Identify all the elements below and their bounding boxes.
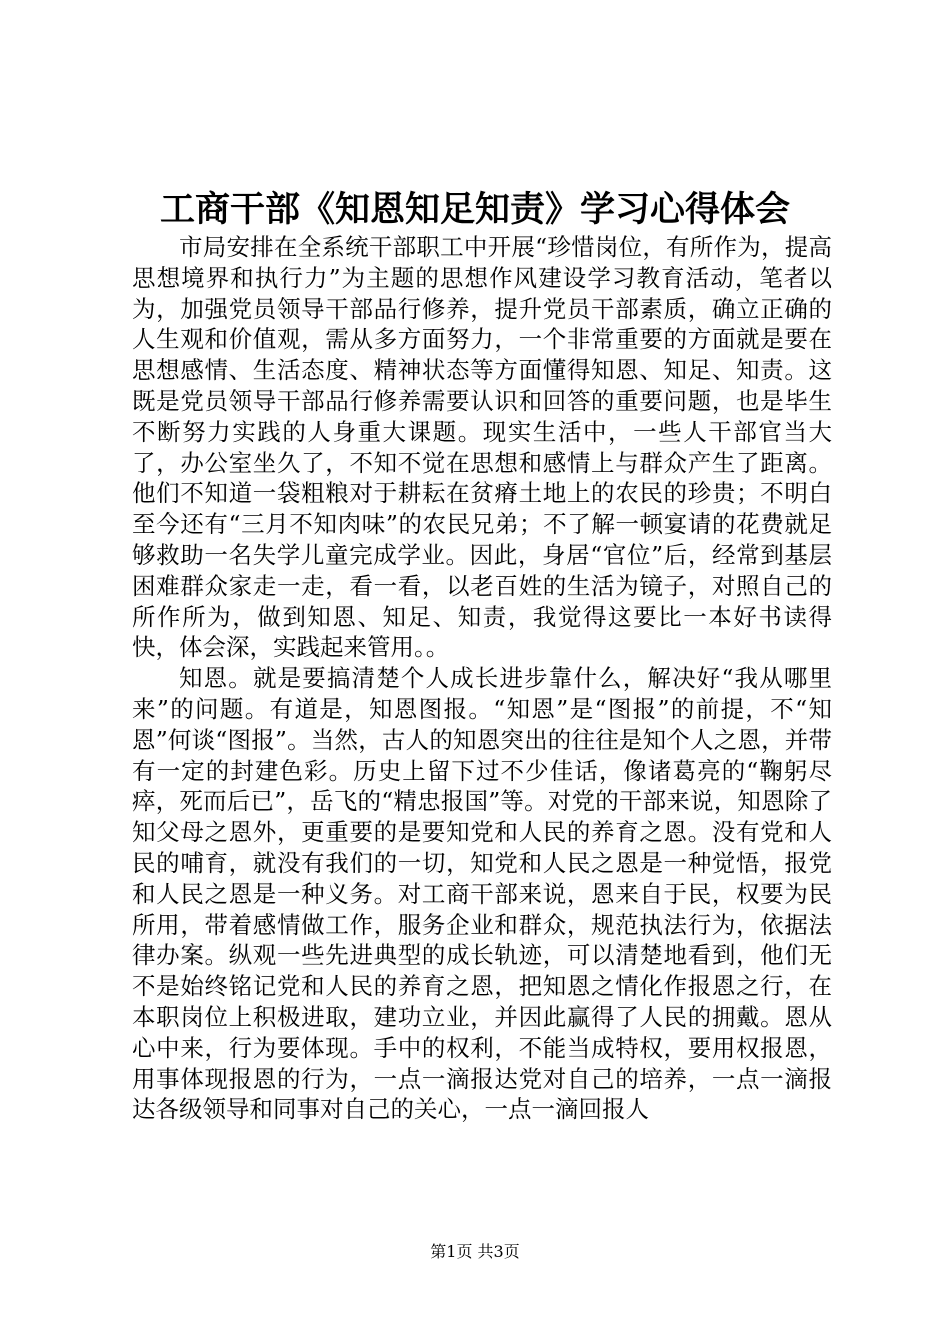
page-title: 工商干部《知恩知足知责》学习心得体会: [159, 189, 790, 230]
document-body: [132, 232, 832, 1125]
paragraph-zhien: 知恩。就是要搞清楚个人成长进步靠什么，解决好“我从哪里来”的问题。有道是，知恩图报。“知恩”是“图报”的前提，不“知恩”何谈“图报”。当然，古人的知恩突出的往往是知个人之恩，并带有一定的封建色彩。历史上留下过不少佳话，像诸葛亮的“鞠躬尽瘁，死而后已”，岳飞的“精忠报国”等。对党的干部来说，知恩除了知父母之恩外，更重要的是要知党和人民的养育之恩。没有党和人民的哺育，就没有我们的一切，知党和人民之恩是一种觉悟，报党和人民之恩是一种义务。对工商干部来说，恩来自于民，权要为民所用，带着感情做工作，服务企业和群众，规范执法行为，依据法律办案。纵观一些先进典型的成长轨迹，可以清楚地看到，他们无不是始终铭记党和人民的养育之恩，把知恩之情化作报恩之行，在本职岗位上积极进取，建功立业，并因此赢得了人民的拥戴。恩从心中来，行为要体现。手中的权利，不能当成特权，要用权报恩，用事体现报恩的行为，一点一滴报达党对自己的培养，一点一滴报达各级领导和同事对自己的关心，一点一滴回报人: [132, 664, 832, 1124]
paragraph-intro: 市局安排在全系统干部职工中开展“珍惜岗位，有所作为，提高思想境界和执行力”为主题的思想作风建设学习教育活动，笔者以为，加强党员领导干部品行修养，提升党员干部素质，确立正确的人生观和价值观，需从多方面努力，一个非常重要的方面就是要在思想感情、生活态度、精神状态等方面懂得知恩、知足、知责。这既是党员领导干部品行修养需要认识和回答的重要问题，也是毕生不断努力实践的人身重大课题。现实生活中，一些人干部官当大了，办公室坐久了，不知不觉在思想和感情上与群众产生了距离。他们不知道一袋粗粮对于耕耘在贫瘠土地上的农民的珍贵；不明白至今还有“三月不知肉味”的农民兄弟；不了解一顿宴请的花费就足够救助一名失学儿童完成学业。因此，身居“官位”后，经常到基层困难群众家走一走，看一看，以老百姓的生活为镜子，对照自己的所作所为，做到知恩、知足、知责，我觉得这要比一本好书读得快，体会深，实践起来管用。。: [132, 233, 832, 662]
page-number: 第1页 共3页: [430, 1242, 520, 1261]
